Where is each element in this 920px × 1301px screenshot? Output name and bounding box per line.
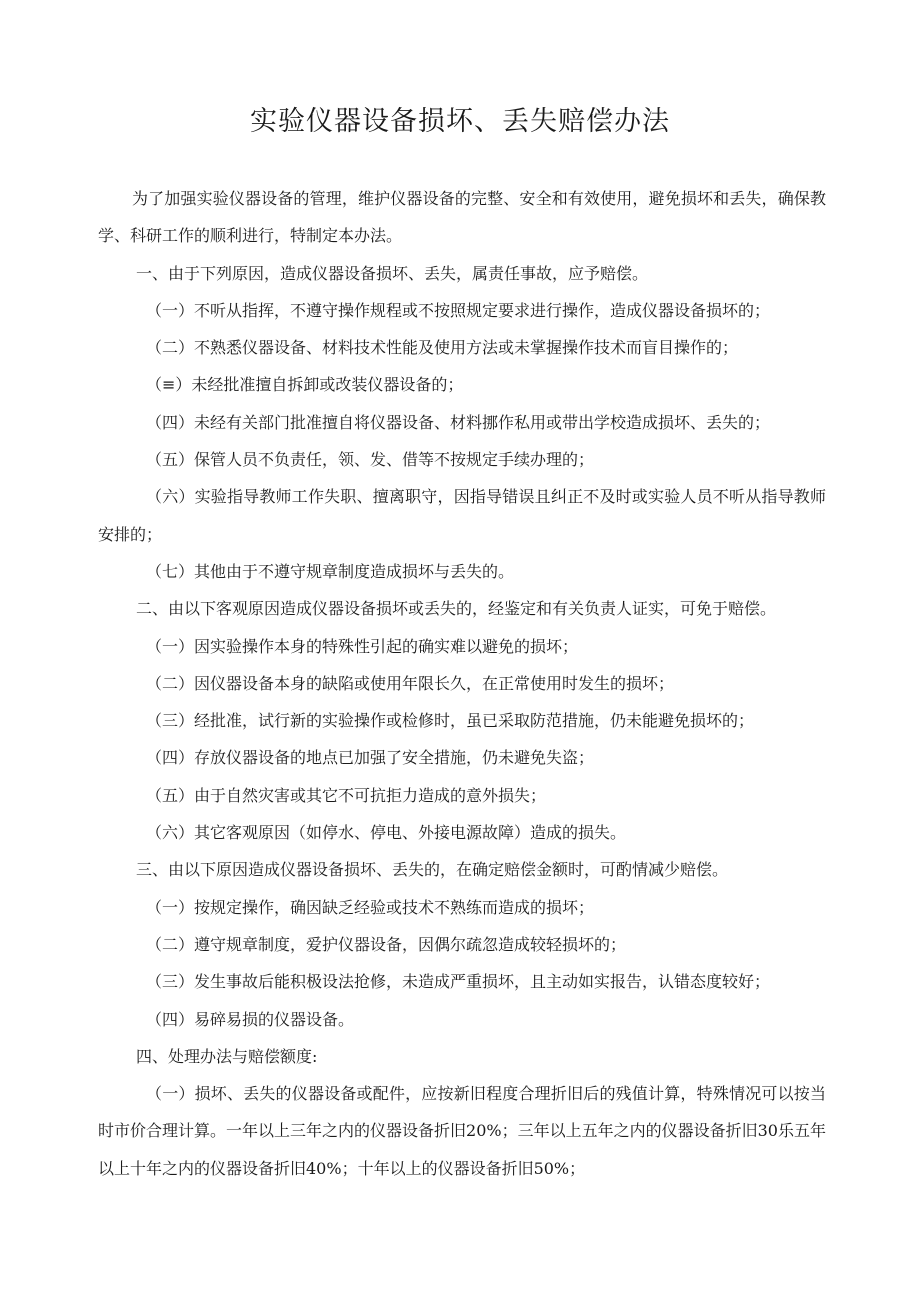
section-3-item-1: （一）按规定操作，确因缺乏经验或技术不熟练而造成的损坏； (146, 897, 595, 917)
section-1-item-6: （六）实验指导教师工作失职、擅离职守，因指导错误且纠正不及时或实验人员不听从指导教师安排的； (98, 487, 826, 544)
section-1-item-7: （七）其他由于不遵守规章制度造成损坏与丢失的。 (146, 561, 515, 581)
section-1-item-5: （五）保管人员不负责任，领、发、借等不按规定手续办理的； (146, 450, 595, 470)
section-3-item-2: （二）遵守规章制度，爱护仪器设备，因偶尔疏忽造成较轻损坏的； (146, 934, 627, 954)
section-2-item-1: （一）因实验操作本身的特殊性引起的确实难以避免的损坏； (146, 636, 579, 656)
intro-paragraph: 为了加强实验仪器设备的管理，维护仪器设备的完整、安全和有效使用，避免损坏和丢失，确保教学、科研工作的顺利进行，特制定本办法。 (98, 189, 826, 246)
section-2-heading: 二、由以下客观原因造成仪器设备损坏或丢失的，经鉴定和有关负责人证实，可免于赔偿。 (136, 599, 777, 619)
section-1-item-4: （四）未经有关部门批准擅自将仪器设备、材料挪作私用或带出学校造成损坏、丢失的； (146, 412, 771, 432)
section-1-item-1: （一）不听从指挥，不遵守操作规程或不按照规定要求进行操作，造成仪器设备损坏的； (146, 300, 771, 320)
section-2-item-3: （三）经批准，试行新的实验操作或检修时，虽已采取防范措施，仍未能避免损坏的； (146, 711, 755, 731)
section-4-heading: 四、处理办法与赔偿额度: (136, 1046, 318, 1066)
section-2-item-4: （四）存放仪器设备的地点已加强了安全措施，仍未避免失盗； (146, 748, 595, 768)
section-2-item-2: （二）因仪器设备本身的缺陷或使用年限长久，在正常使用时发生的损坏； (146, 673, 675, 693)
page-title: 实验仪器设备损坏、丢失赔偿办法 (250, 106, 670, 137)
section-1-item-3: （≡）未经批准擅自拆卸或改装仪器设备的； (146, 375, 464, 395)
section-2-item-6: （六）其它客观原因（如停水、停电、外接电源故障）造成的损失。 (146, 823, 627, 843)
section-3-item-3: （三）发生事故后能积极设法抢修，未造成严重损坏，且主动如实报告，认错态度较好； (146, 972, 771, 992)
section-1-heading: 一、由于下列原因，造成仪器设备损坏、丢失，属责任事故，应予赔偿。 (136, 263, 649, 283)
section-2-item-5: （五）由于自然灾害或其它不可抗拒力造成的意外损失； (146, 785, 547, 805)
section-3-item-4: （四）易碎易损的仪器设备。 (146, 1009, 355, 1029)
section-1-item-2: （二）不熟悉仪器设备、材料技术性能及使用方法或未掌握操作技术而盲目操作的； (146, 338, 739, 358)
document-body (98, 180, 826, 1187)
section-4-item-1: （一）损坏、丢失的仪器设备或配件，应按新旧程度合理折旧后的残值计算，特殊情况可以按当时市价合理计算。一年以上三年之内的仪器设备折旧20%；三年以上五年之内的仪器设备折旧30乐五年以上十年之内的仪器设备折旧40%；十年以上的仪器设备折旧50%； (98, 1084, 826, 1178)
section-3-heading: 三、由以下原因造成仪器设备损坏、丢失的，在确定赔偿金额时，可酌情减少赔偿。 (136, 860, 729, 880)
